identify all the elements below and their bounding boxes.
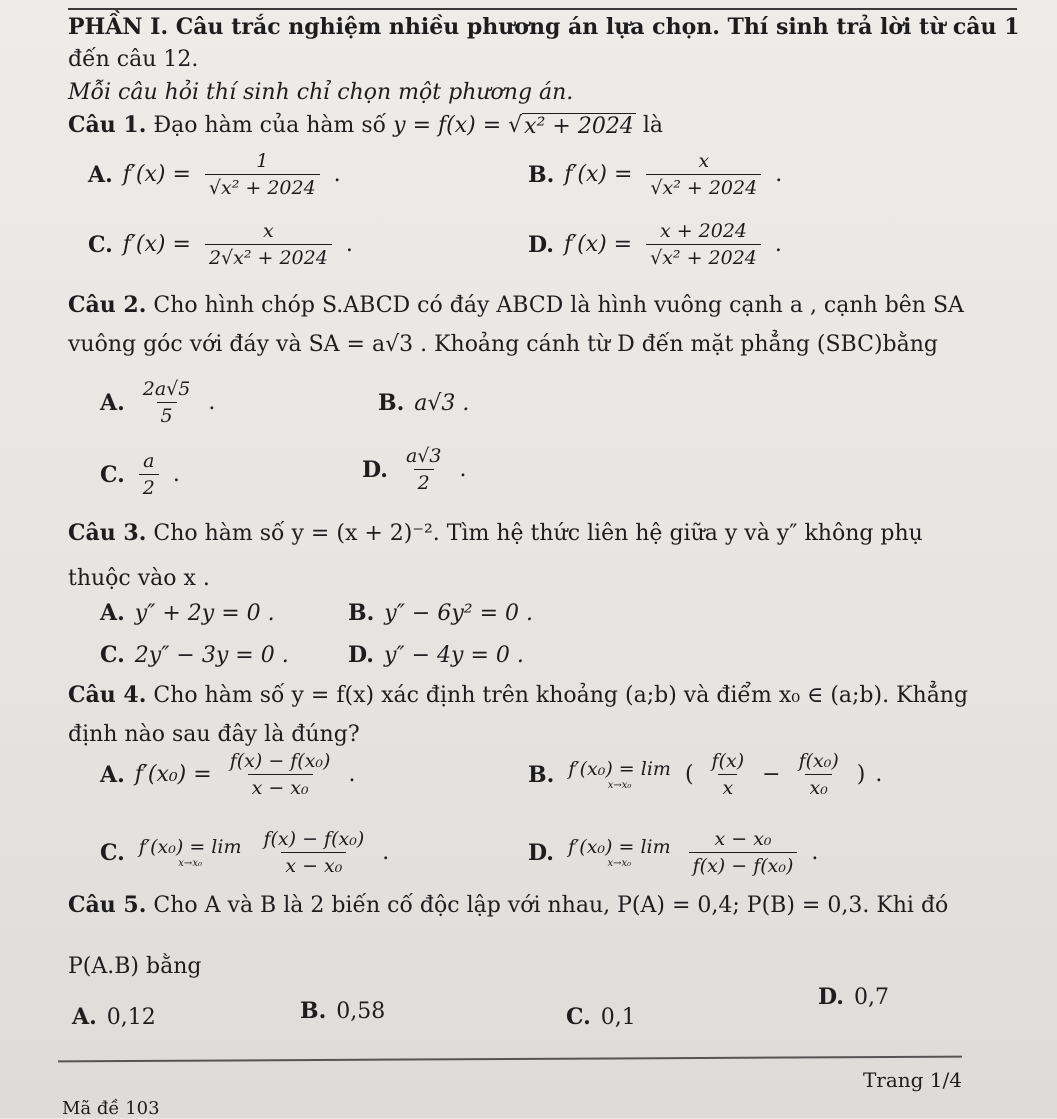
q2-option-d[interactable]: D. $\frac{a√3}{2}$ . [362, 445, 467, 494]
q3-option-c[interactable]: C. 2y″ − 3y = 0 . [100, 642, 289, 668]
q3-option-d[interactable]: D. y″ − 4y = 0 . [348, 642, 524, 668]
top-rule [68, 8, 1017, 10]
question-1: Câu 1. Đạo hàm của hàm số y = f(x) = √ x² + 2024 là [68, 112, 663, 139]
q5-option-b[interactable]: B. 0,58 [300, 998, 386, 1024]
section-heading-cont: đến câu 12. [68, 47, 199, 72]
q2-option-b[interactable]: B. a√3 . [378, 390, 470, 416]
question-3-label: Câu 3. [68, 520, 147, 546]
q3-option-b[interactable]: B. y″ − 6y² = 0 . [348, 600, 533, 626]
q4-option-c[interactable]: C. f′(x₀) = lim x→x₀ $\frac{\text{f(x) − f(x₀)}}{\text{x − x₀}}$ . [100, 828, 390, 877]
question-2: Câu 2. Cho hình chóp S.ABCD có đáy ABCD là hình vuông cạnh a , cạnh bên SA [68, 292, 964, 318]
question-5: Câu 5. Cho A và B là 2 biến cố độc lập với nhau, P(A) = 0,4; P(B) = 0,3. Khi đó [68, 892, 949, 918]
fraction: $\frac{f(x)}{x}$ [711, 750, 745, 799]
limit: f′(x₀) = lim x→x₀ [568, 758, 671, 791]
question-3: Câu 3. Cho hàm số y = (x + 2)⁻². Tìm hệ thức liên hệ giữa y và y″ không phụ [68, 520, 923, 546]
question-3-cont: thuộc vào x . [68, 566, 210, 591]
footer-rule [58, 1056, 962, 1063]
question-2-cont: vuông góc với đáy và SA = a√3 . Khoảng cánh từ D đến mặt phẳng (SBC)bằng [68, 332, 938, 357]
q5-option-a[interactable]: A. 0,12 [72, 1004, 156, 1030]
question-5-cont: P(A.B) bằng [68, 954, 202, 979]
fraction: $\frac{1}{\text{√x² + 2024}}$ [205, 150, 320, 199]
limit: f′(x₀) = lim x→x₀ [567, 836, 671, 869]
q3-option-a[interactable]: A. y″ + 2y = 0 . [100, 600, 275, 626]
section-heading: PHẦN I. Câu trắc nghiệm nhiều phương án lựa chọn. Thí sinh trả lời từ câu 1 [68, 14, 1020, 40]
q2-option-c[interactable]: C. $\frac{a}{2}$ . [100, 450, 180, 499]
q1-option-d[interactable]: D. f′(x) = $\frac{x + 2024}{\text{√x² + 2024}}$ . [528, 220, 782, 269]
question-4: Câu 4. Cho hàm số y = f(x) xác định trên khoảng (a;b) và điểm x₀ ∈ (a;b). Khẳng [68, 682, 969, 708]
fraction: $\frac{a}{2}$ [139, 450, 159, 499]
q4-option-b[interactable]: B. f′(x₀) = lim x→x₀ ( $\frac{f(x)}{x}$ − $\frac{\text{f(x₀)}}{\text{x₀}}$ ) . [528, 750, 883, 799]
question-4-label: Câu 4. [68, 682, 147, 708]
fraction: $\frac{\text{f(x) − f(x₀)}}{\text{x − x₀}}$ [229, 750, 331, 799]
question-5-label: Câu 5. [68, 892, 147, 918]
question-4-cont: định nào sau đây là đúng? [68, 722, 360, 747]
q4-option-d[interactable]: D. f′(x₀) = lim x→x₀ $\frac{\text{x − x₀}}{\text{f(x) − f(x₀)}}$ . [528, 828, 819, 877]
sqrt-expression: √ x² + 2024 [508, 113, 634, 139]
q2-option-a[interactable]: A. $\frac{2a√5}{5}$ . [100, 378, 216, 427]
question-1-label: Câu 1. [68, 112, 147, 138]
question-1-text: Đạo hàm của hàm số [153, 113, 387, 138]
q1-option-c[interactable]: C. f′(x) = $\frac{x}{\text{2√x² + 2024}}$ . [88, 220, 353, 269]
fraction: $\frac{\text{f(x₀)}}{\text{x₀}}$ [798, 750, 839, 799]
exam-code: Mã đề 103 [62, 1098, 160, 1119]
limit: f′(x₀) = lim x→x₀ [138, 836, 242, 869]
page-number: Trang 1/4 [862, 1068, 962, 1092]
instruction: Mỗi câu hỏi thí sinh chỉ chọn một phương án. [68, 80, 574, 105]
q4-option-a[interactable]: A. f′(x₀) = $\frac{\text{f(x) − f(x₀)}}{\text{x − x₀}}$ . [100, 750, 356, 799]
fraction: $\frac{x + 2024}{\text{√x² + 2024}}$ [646, 220, 761, 269]
question-2-label: Câu 2. [68, 292, 147, 318]
q5-option-d[interactable]: D. 0,7 [818, 984, 889, 1010]
fraction: $\frac{\text{x − x₀}}{\text{f(x) − f(x₀)}}$ [689, 828, 798, 877]
fraction: $\frac{x}{\text{2√x² + 2024}}$ [205, 220, 332, 269]
q1-option-a[interactable]: A. f′(x) = $\frac{1}{\text{√x² + 2024}}$ . [88, 150, 341, 199]
fraction: $\frac{2a√5}{5}$ [142, 378, 191, 427]
q5-option-c[interactable]: C. 0,1 [566, 1004, 636, 1030]
fraction: $\frac{\text{f(x) − f(x₀)}}{\text{x − x₀}}$ [263, 828, 365, 877]
fraction: $\frac{a√3}{2}$ [405, 445, 442, 494]
fraction: $\frac{x}{\text{√x² + 2024}}$ [646, 150, 761, 199]
q1-option-b[interactable]: B. f′(x) = $\frac{x}{\text{√x² + 2024}}$ . [528, 150, 783, 199]
question-1-func: y = f(x) = [393, 113, 502, 138]
